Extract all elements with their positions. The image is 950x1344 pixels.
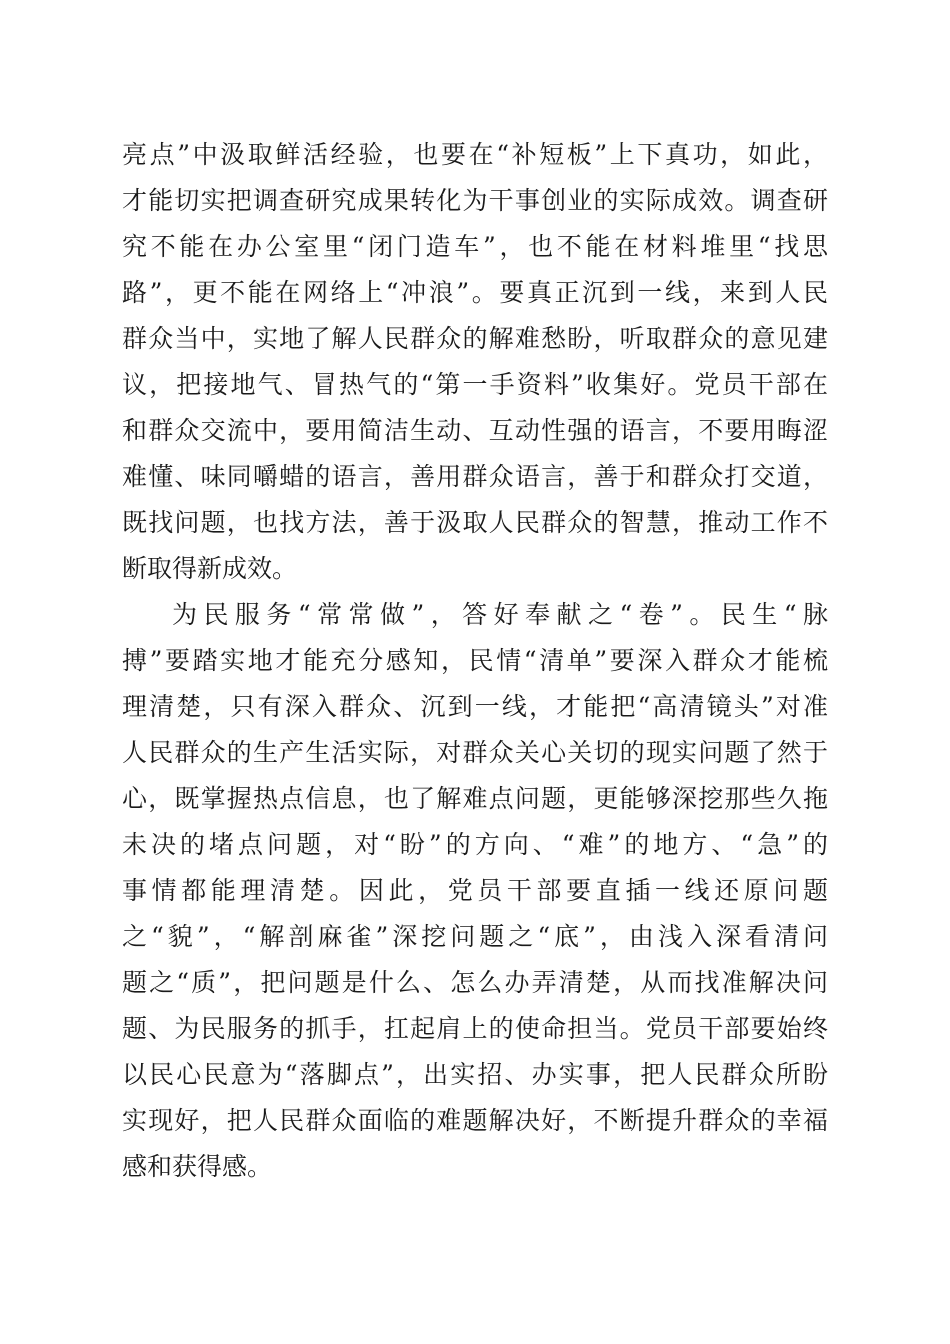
paragraph-line: 和群众交流中，要用简洁生动、互动性强的语言，不要用晦涩 [122, 416, 828, 445]
paragraph-line: 题、为民服务的抓手，扛起肩上的使命担当。党员干部要始终 [122, 1014, 828, 1043]
paragraph-line: 才能切实把调查研究成果转化为干事创业的实际成效。调查研 [122, 186, 828, 215]
paragraph-line: 事情都能理清楚。因此，党员干部要直插一线还原问题 [122, 876, 828, 905]
paragraph-line: 题之“质”，把问题是什么、怎么办弄清楚，从而找准解决问 [122, 968, 828, 997]
paragraph-line: 心，既掌握热点信息，也了解难点问题，更能够深挖那些久拖 [122, 784, 828, 813]
paragraph-line: 群众当中，实地了解人民群众的解难愁盼，听取群众的意见建 [122, 324, 828, 353]
paragraph-line: 究不能在办公室里“闭门造车”，也不能在材料堆里“找思 [122, 232, 828, 261]
paragraph-line: 亮点”中汲取鲜活经验，也要在“补短板”上下真功，如此， [122, 140, 828, 169]
body-text [122, 132, 828, 1190]
paragraph-line: 既找问题，也找方法，善于汲取人民群众的智慧，推动工作不 [122, 508, 828, 537]
paragraph-line: 之“貌”，“解剖麻雀”深挖问题之“底”，由浅入深看清问 [122, 922, 828, 951]
paragraph-line: 人民群众的生产生活实际，对群众关心关切的现实问题了然于 [122, 738, 828, 767]
paragraph-line: 路”，更不能在网络上“冲浪”。要真正沉到一线，来到人民 [122, 278, 828, 307]
paragraph-line: 理清楚，只有深入群众、沉到一线，才能把“高清镜头”对准 [122, 692, 828, 721]
paragraph-line: 为民服务“常常做”，答好奉献之“卷”。民生“脉 [172, 600, 828, 629]
paragraph-line: 实现好，把人民群众面临的难题解决好，不断提升群众的幸福 [122, 1106, 828, 1135]
paragraph-line: 感和获得感。 [122, 1152, 273, 1181]
paragraph-2 [122, 592, 828, 1190]
paragraph-line: 难懂、味同嚼蜡的语言，善用群众语言，善于和群众打交道， [122, 462, 828, 491]
paragraph-line: 未决的堵点问题，对“盼”的方向、“难”的地方、“急”的 [122, 830, 828, 859]
paragraph-line: 议，把接地气、冒热气的“第一手资料”收集好。党员干部在 [122, 370, 828, 399]
paragraph-line: 搏”要踏实地才能充分感知，民情“清单”要深入群众才能梳 [122, 646, 828, 675]
paragraph-line: 以民心民意为“落脚点”，出实招、办实事，把人民群众所盼 [122, 1060, 828, 1089]
paragraph-line: 断取得新成效。 [122, 554, 298, 583]
paragraph-1 [122, 132, 828, 592]
